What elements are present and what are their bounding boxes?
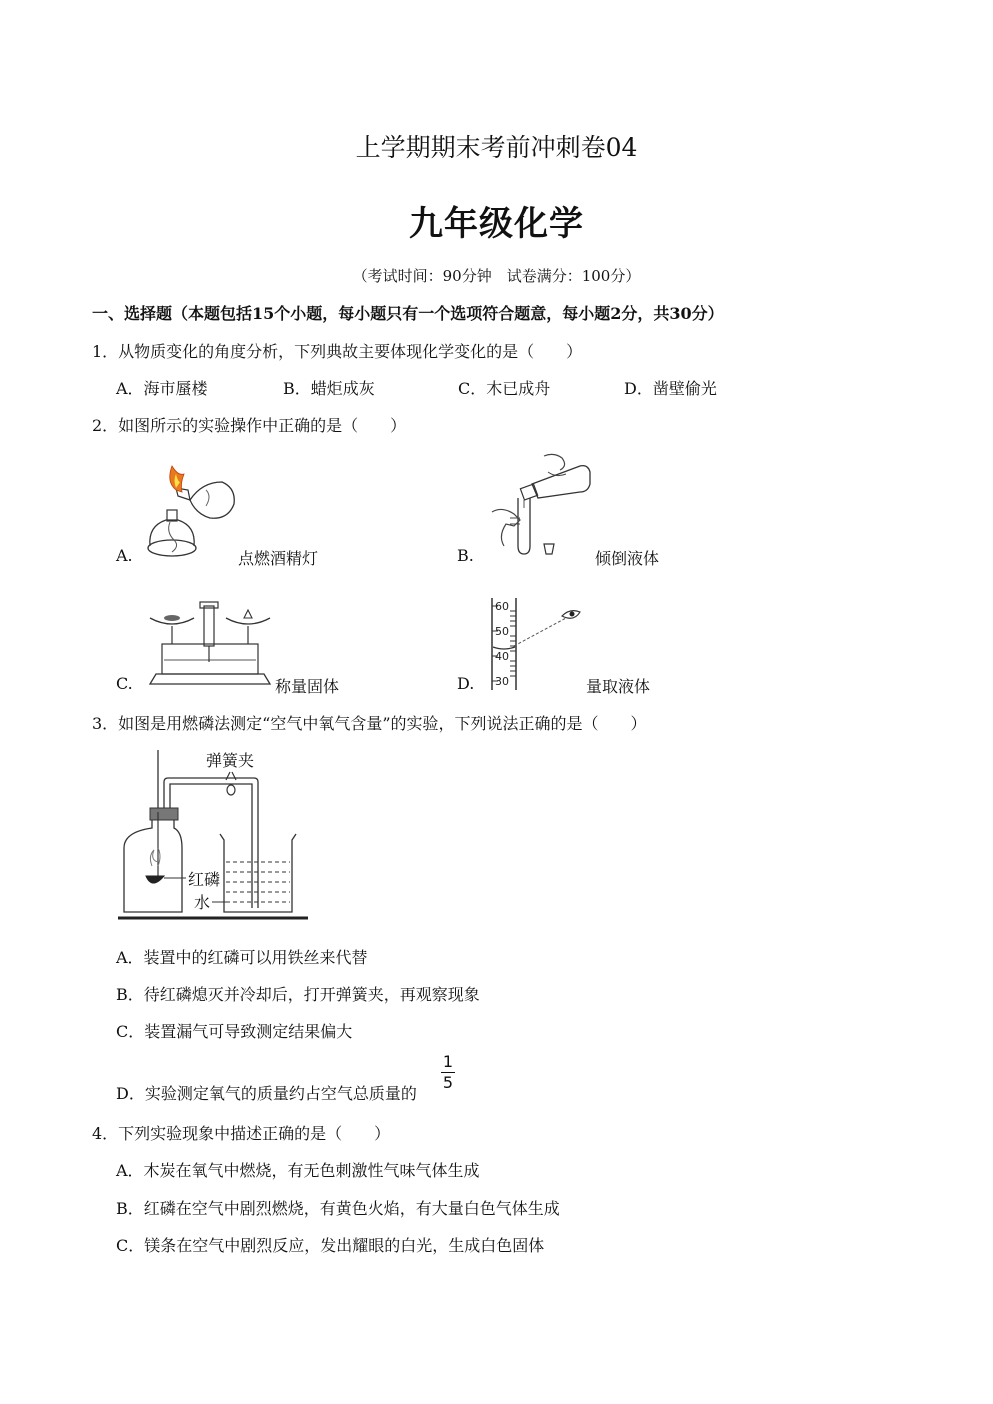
subject-title: 九年级化学: [409, 204, 584, 244]
q3-option-b: B．待红磷熄灭并冷却后，打开弹簧夹，再观察现象: [116, 985, 480, 1004]
question-2-stem: 2．如图所示的实验操作中正确的是（ ）: [92, 416, 407, 435]
alcohol-lamp-figure: [140, 460, 240, 565]
question-1-stem: 1．从物质变化的角度分析，下列典故主要体现化学变化的是（ ）: [92, 342, 583, 361]
balance-figure: [142, 598, 278, 690]
exam-meta: （考试时间：90分钟 试卷满分：100分）: [352, 267, 641, 285]
fraction-numerator: 1: [442, 1052, 454, 1071]
q2-caption-a: 点燃酒精灯: [238, 549, 319, 568]
water-label: 水: [194, 893, 211, 912]
phosphorus-label: 红磷: [188, 870, 221, 889]
section-heading: 一、选择题（本题包括15个小题，每小题只有一个选项符合题意，每小题2分，共30分）: [92, 304, 724, 323]
q2-option-c-label: C.: [116, 674, 133, 693]
q1-option-a: A．海市蜃楼: [116, 379, 208, 398]
q1-option-d: D．凿壁偷光: [624, 379, 717, 398]
cylinder-tick: 60: [495, 600, 509, 613]
q2-option-d-label: D.: [457, 674, 475, 693]
q2-caption-b: 倾倒液体: [595, 549, 660, 568]
q4-option-b: B．红磷在空气中剧烈燃烧，有黄色火焰，有大量白色气体生成: [116, 1199, 560, 1218]
q3-option-a: A．装置中的红磷可以用铁丝来代替: [116, 948, 368, 967]
q2-caption-d: 量取液体: [586, 677, 651, 696]
q4-option-a: A．木炭在氧气中燃烧，有无色刺激性气味气体生成: [116, 1161, 480, 1180]
q3-option-d: D．实验测定氧气的质量约占空气总质量的: [116, 1084, 417, 1103]
question-3-stem: 3．如图是用燃磷法测定“空气中氧气含量”的实验，下列说法正确的是（ ）: [92, 714, 647, 733]
cylinder-tick: 30: [495, 675, 509, 688]
question-4-stem: 4．下列实验现象中描述正确的是（ ）: [92, 1124, 391, 1143]
cylinder-tick: 50: [495, 625, 509, 638]
cylinder-tick: 40: [495, 650, 509, 663]
phosphorus-experiment-figure: [112, 742, 312, 924]
fraction-denominator: 5: [442, 1073, 454, 1092]
q4-option-c: C．镁条在空气中剧烈反应，发出耀眼的白光，生成白色固体: [116, 1236, 545, 1255]
fraction-one-fifth: [441, 1053, 455, 1092]
graduated-cylinder-figure: [484, 594, 584, 692]
q1-option-c: C．木已成舟: [458, 379, 551, 398]
clip-label: 弹簧夹: [206, 751, 255, 770]
paper-title: 上学期期末考前冲刺卷04: [355, 133, 638, 162]
pouring-liquid-figure: [484, 448, 594, 566]
q2-option-a-label: A.: [116, 546, 133, 565]
q2-caption-c: 称量固体: [275, 677, 340, 696]
q2-option-b-label: B.: [457, 546, 474, 565]
q3-option-c: C．装置漏气可导致测定结果偏大: [116, 1022, 353, 1041]
q1-option-b: B．蜡炬成灰: [283, 379, 375, 398]
